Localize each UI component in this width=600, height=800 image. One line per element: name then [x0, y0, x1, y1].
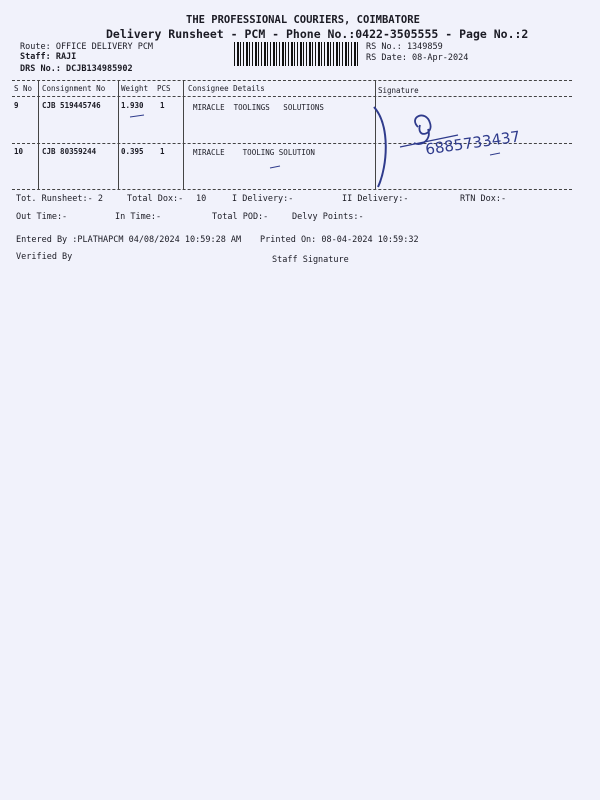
col-header-signature: Signature [378, 86, 419, 95]
rs-date: RS Date: 08-Apr-2024 [366, 53, 469, 63]
signature-phone-number: 6885733437 [424, 127, 522, 159]
route-label: Route: OFFICE DELIVERY PCM [20, 42, 154, 52]
staff-label: Staff: RAJI [20, 52, 77, 62]
col-header-weight: Weight [121, 84, 149, 93]
staff-signature: Staff Signature [272, 255, 349, 265]
col-divider [183, 80, 184, 189]
in-time: In Time:- [115, 212, 162, 222]
row-pcs: 1 [160, 147, 165, 156]
rtn-dox: RTN Dox:- [460, 194, 507, 204]
out-time: Out Time:- [16, 212, 68, 222]
col-divider [118, 80, 119, 189]
verified-by: Verified By [16, 252, 73, 262]
total-dox-value: 10 [196, 194, 207, 204]
total-pod: Total POD:- [212, 212, 269, 222]
company-name: THE PROFESSIONAL COURIERS, COIMBATORE [186, 14, 420, 26]
i-delivery: I Delivery:- [232, 194, 294, 204]
col-header-consignment: Consignment No [42, 84, 106, 93]
row-weight: 0.395 [121, 147, 144, 156]
printed-on: Printed On: 08-04-2024 10:59:32 [260, 235, 419, 245]
col-divider [38, 80, 39, 189]
tot-runsheet: Tot. Runsheet:- 2 [16, 194, 103, 204]
row-consignee: MIRACLE TOOLING SOLUTION [193, 148, 315, 157]
rs-number: RS No.: 1349859 [366, 42, 443, 52]
ii-delivery: II Delivery:- [342, 194, 409, 204]
runsheet-subtitle: Delivery Runsheet - PCM - Phone No.:0422-3505555 - Page No.:2 [106, 27, 529, 41]
col-header-pcs: PCS [157, 84, 171, 93]
col-header-consignee: Consignee Details [188, 84, 265, 93]
table-top-rule [12, 80, 572, 81]
tick-mark [128, 112, 148, 120]
row-consignee: MIRACLE TOOLINGS SOLUTIONS [193, 103, 324, 112]
col-header-sno: S No [14, 84, 33, 93]
row-weight: 1.930 [121, 101, 144, 110]
tick-mark [268, 163, 284, 171]
row-consignment: CJB 519445746 [42, 101, 101, 110]
row-sno: 9 [14, 101, 19, 110]
delvy-points: Delvy Points:- [292, 212, 364, 222]
row-pcs: 1 [160, 101, 165, 110]
total-dox-label: Total Dox:- [127, 194, 184, 204]
barcode [234, 42, 358, 66]
drs-number: DRS No.: DCJB134985902 [20, 64, 133, 74]
row-consignment: CJB 80359244 [42, 147, 97, 156]
row-sno: 10 [14, 147, 24, 156]
entered-by: Entered By :PLATHAPCM 04/08/2024 10:59:28 AM [16, 235, 242, 245]
